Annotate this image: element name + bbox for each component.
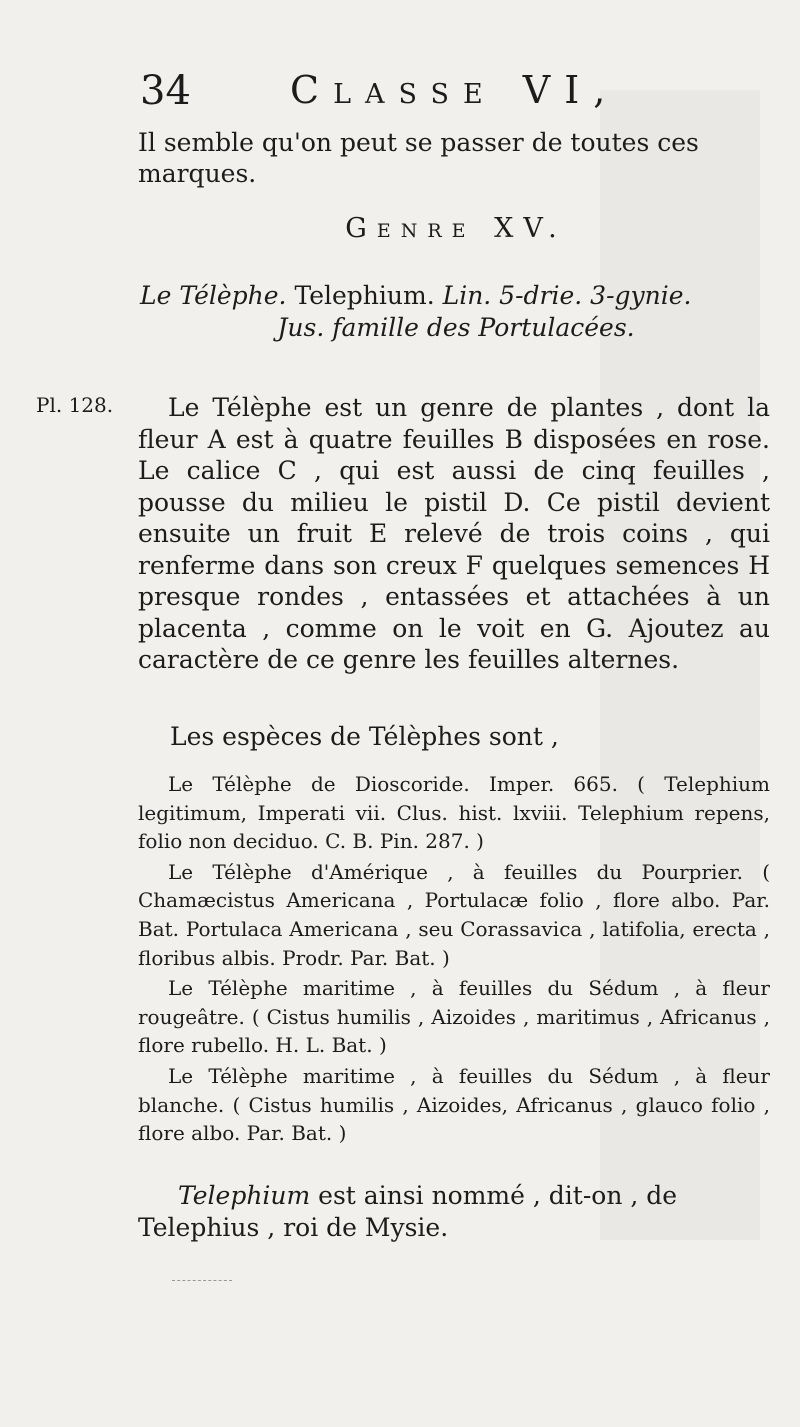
page-header — [140, 68, 780, 118]
closing-text: est ainsi nommé , dit-on , de Telephius , roi de Mysie. — [138, 1181, 678, 1242]
closing-name: Telephium — [178, 1181, 311, 1210]
linnaeus-class: Lin. 5-drie. 3-gynie. — [442, 281, 692, 310]
species-entry: Le Télèphe maritime , à feuilles du Sédum , à fleur rougeâtre. ( Cistus humilis , Aizoides , maritimus , Africanus , flore rubello. H. L. Bat. ) — [138, 976, 770, 1058]
nomenclature — [140, 280, 772, 344]
species-heading: Les espèces de Télèphes sont , — [170, 722, 559, 751]
running-head: Classe VI, — [290, 68, 620, 112]
genre-heading: Genre XV. — [345, 213, 567, 244]
species-entry: Le Télèphe de Dioscoride. Imper. 665. ( Telephium legitimum, Imperati vii. Clus. hist. lxviii. Telephium repens, folio non deciduo. C. B. Pin. 287. ) — [138, 772, 770, 854]
intro-paragraph: Il semble qu'on peut se passer de toutes ces marques. — [138, 128, 699, 188]
genus-description: Le Télèphe est un genre de plantes , dont la fleur A est à quatre feuilles B disposées en rose. Le calice C , qui est aussi de cinq feuilles , pousse du milieu le pistil D. Ce pistil devient ensuite un fruit E relevé de trois coins , qui renferme dans son creux F quelques semences H presque rondes , entassées et attachées à un placenta , comme on le voit en G. Ajoutez au caractère de ce genre les feuilles alternes. — [138, 393, 770, 674]
species-entry: Le Télèphe d'Amérique , à feuilles du Pourprier. ( Chamæcistus Americana , Portulacæ folio , flore albo. Par. Bat. Portulaca Americana , seu Corassavica , latifolia, erecta , floribus albis. Prodr. Par. Bat. ) — [138, 859, 770, 970]
french-name: Le Télèphe. — [140, 281, 287, 310]
page-number: 34 — [140, 68, 191, 114]
closing-paragraph — [138, 1180, 770, 1244]
species-entry: Le Télèphe maritime , à feuilles du Sédum , à fleur blanche. ( Cistus humilis , Aizoides, Africanus , glauco folio , flore albo. Par. Bat. ) — [138, 1063, 770, 1146]
latin-name: Telephium. — [286, 281, 443, 310]
end-rule — [172, 1280, 232, 1281]
species-list — [138, 770, 770, 1150]
jussieu-family: Jus. famille des Portulacées. — [277, 313, 635, 342]
plate-reference: Pl. 128. — [36, 393, 114, 417]
